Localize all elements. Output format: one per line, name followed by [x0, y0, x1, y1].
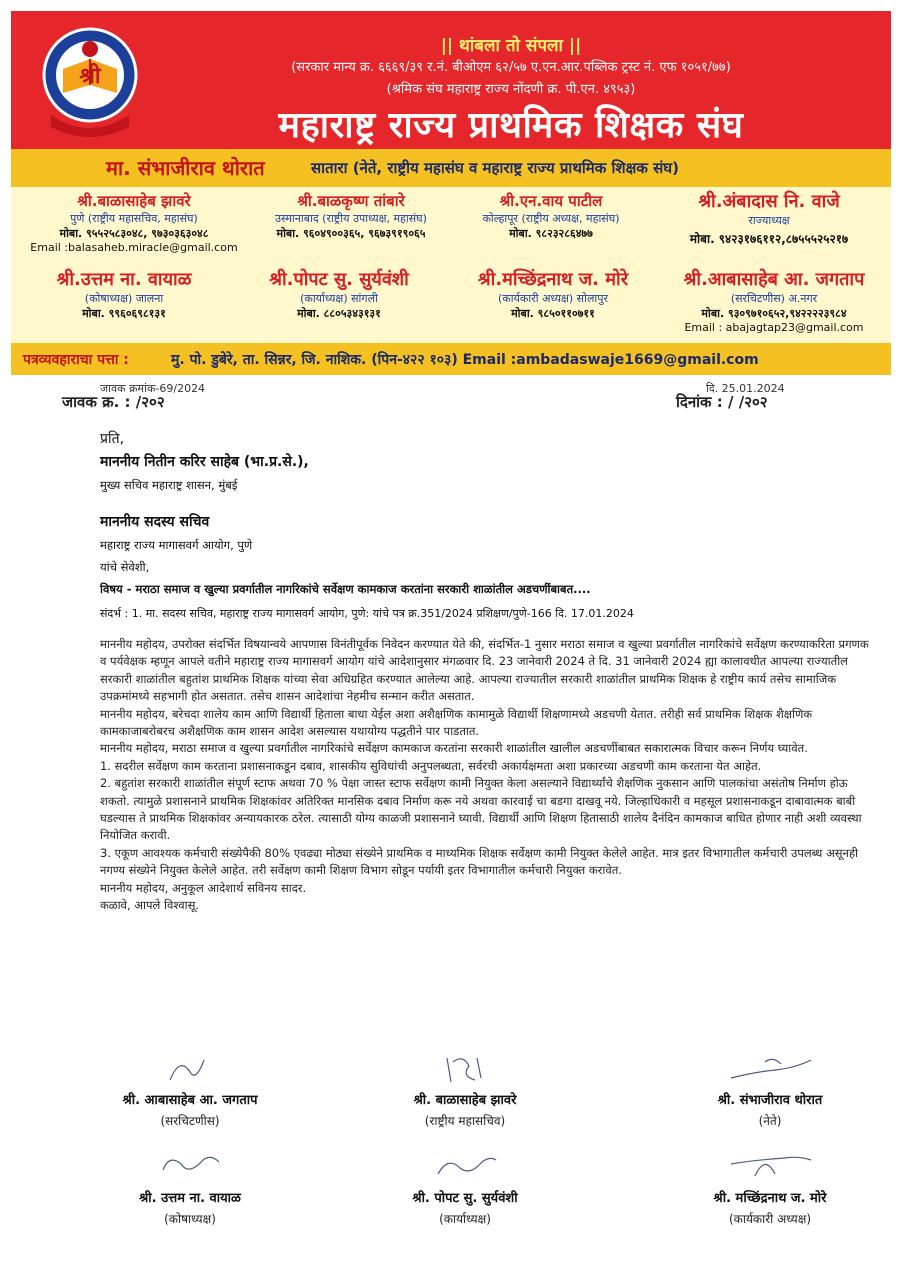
official-designation: कोल्हापूर (राष्ट्रीय अध्यक्ष, महासंघ)	[482, 212, 620, 225]
official-name: श्री.आबासाहेब आ. जगताप	[683, 269, 865, 290]
official-name: श्री.एन.वाय पाटील	[499, 192, 603, 210]
letterhead	[11, 11, 891, 375]
official-name: श्री.मच्छिंद्रनाथ ज. मोरे	[477, 269, 629, 290]
president-band	[11, 149, 891, 187]
official-name: श्री.उत्तम ना. वायाळ	[56, 269, 192, 290]
official-card	[661, 267, 887, 334]
body-paragraph: माननीय महोदय, उपरोक्त संदर्भित विषयान्वये आपणास विनंतीपूर्वक निवेदन करण्यात येते की, संदर्भित-1 नुसार मराठा समाज व खुल्या प्रवर्गातील नागरिकांचे सर्वेक्षण करण्याकरिता प्रगणक व पर्यवेक्षक म्हणून आपले वतीने महाराष्ट्र राज्य मागासवर्ग आयोग यांचे आदेशानुसार मंगळवार दि. 23 जानेवारी 2024 ते दि. 31 जानेवारी 2024 ह्या कालावधीत आपल्या राज्यातील सरकारी शाळांतील बहुतांश प्राथमिक शिक्षक यांच्या सेवा अधिग्रहित करण्यात आलेल्या आहे. आपल्या राज्यातील सरकारी शाळांतील प्राथमिक शिक्षक हे राष्ट्रीय कार्य तसेच सामाजिक उपक्रमांमध्ये सहभागी होत असतात. तसेच शासन आदेशांचा नेहमीच सन्मान करीत असतात.	[100, 637, 869, 704]
signatory-designation: (कोषाध्यक्ष)	[164, 1212, 216, 1226]
subject-line: विषय - मराठा समाज व खुल्या प्रवर्गातील नागरिकांचे सर्वेक्षण कामकाज करतांना सरकारी शाळांतील अडचणींबाबत....	[100, 582, 591, 596]
svg-text:श्री: श्री	[79, 64, 101, 89]
body-paragraph: माननीय महोदय, अनुकूल आदेशार्थ सविनय सादर.	[100, 880, 307, 895]
official-designation: (कोषाध्यक्ष) जालना	[84, 292, 164, 305]
official-card	[19, 267, 229, 321]
official-name: श्री.अंबादास नि. वाजे	[698, 191, 840, 212]
official-phone: मोबा. ८८०५३४३१३१	[297, 307, 381, 320]
recipient-1-name: माननीय नितीन करिर साहेब (भा.प्र.से.),	[100, 454, 309, 470]
address-text: मु. पो. डुबेरे, ता. सिन्नर, जि. नाशिक. (पिन-४२२ १०३) Email :ambadaswaje1669@gmail.com	[171, 352, 759, 368]
body-paragraph: कळावे, आपले विश्वासू.	[100, 898, 200, 913]
official-email[interactable]: Email :balasaheb.miracle@gmail.com	[30, 241, 238, 254]
official-phone: मोबा. ९६०४९००३६५, ९६७३९१९०६५	[276, 227, 426, 240]
signatory-name: श्री. पोपट सु. सुर्यवंशी	[412, 1191, 518, 1206]
body-paragraph: माननीय महोदय, बरेचदा शालेय काम आणि विद्यार्थी हिताला बाधा येईल अशा अशैक्षणिक कामामुळे विद्यार्थी शिक्षणामध्ये अडचणी येतात. तरीही सर्व प्राथमिक शिक्षक शैक्षणिक कामकाजाबरोबरच अशैक्षणिक काम शासन आदेश असल्यास यथायोग्य पद्धतीने पार पाडतात.	[100, 706, 813, 739]
body-paragraph: 1. सदरील सर्वेक्षण काम करताना प्रशासनाकडून दबाव, शासकीय सुविधांची अनुपलब्धता, सर्वरची अकार्यक्षमता अशा प्रकारच्या अडचणी काम करताना येत आहेत.	[100, 758, 762, 773]
signature-block	[70, 1150, 310, 1227]
address-band	[11, 343, 891, 375]
official-email[interactable]: Email : abajagtap23@gmail.com	[684, 321, 864, 334]
recipient-2-office: महाराष्ट्र राज्य मागासवर्ग आयोग, पुणे	[100, 538, 253, 552]
sevesi-line: यांचे सेवेशी,	[100, 560, 150, 574]
signatory-designation: (कार्यकारी अध्यक्ष)	[728, 1212, 812, 1226]
official-designation: पुणे (राष्ट्रीय महासचिव, महासंघ)	[70, 212, 198, 225]
date-handwritten: दि. 25.01.2024	[706, 382, 785, 395]
motto: || थांबला तो संपला ||	[440, 36, 582, 56]
official-designation: (कार्यकारी अध्यक्ष) सोलापुर	[497, 292, 609, 305]
official-card	[447, 267, 659, 321]
organization-name: महाराष्ट्र राज्य प्राथमिक शिक्षक संघ	[278, 105, 744, 146]
prati-label: प्रति,	[100, 431, 125, 447]
signature-block	[650, 1150, 890, 1227]
signatory-name: श्री. आबासाहेब आ. जगताप	[122, 1093, 258, 1108]
official-phone: मोबा. ९८२३२८६४७७	[509, 227, 593, 240]
official-phone: मोबा. ९८५०११०७११	[511, 307, 595, 320]
official-phone: मोबा. ९३०९७१०६५२,९४२२२२३९८४	[701, 307, 847, 320]
date-field: दिनांक : / /२०२	[676, 393, 768, 411]
body-paragraph: माननीय महोदय, मराठा समाज व खुल्या प्रवर्गातील नागरिकांचे सर्वेक्षण कामकाज करतांना सरकारी शाळांतील खालील अडचणींबाबत सकारात्मक विचार करून निर्णय घ्यावेत.	[100, 741, 808, 756]
official-name: श्री.पोपट सु. सुर्यवंशी	[269, 269, 409, 290]
president-description: सातारा (नेते, राष्ट्रीय महासंघ व महाराष्ट्र राज्य प्राथमिक शिक्षक संघ)	[311, 159, 679, 177]
signature-block	[345, 1052, 585, 1129]
signature-mark	[430, 1150, 500, 1184]
official-designation: (कार्याध्यक्ष) सांगली	[300, 292, 378, 305]
official-designation: राज्याध्यक्ष	[748, 214, 790, 227]
official-card	[651, 189, 887, 247]
official-phone: मोबा. ९५५२५८३०४८, ९७३०३६३०४८	[59, 227, 209, 240]
official-card	[19, 191, 249, 254]
official-card	[251, 191, 451, 241]
jawak-handwritten: जावक क्रमांक-69/2024	[100, 382, 206, 395]
body-paragraph: 2. बहुतांश सरकारी शाळांतील संपूर्ण स्टाफ अथवा 70 % पेक्षा जास्त स्टाफ सर्वेक्षण कामी नियुक्त केला असल्याने विद्यार्थ्यांचे शैक्षणिक नुकसान आणि पालकांचा असंतोष निर्माण होऊ शकतो. त्यामुळे प्रशासनाने प्राथमिक शिक्षकांवर अतिरिक्त मानसिक दबाव निर्माण करू नये अथवा कारवाई चा बडगा दाखवू नये. जिल्हाधिकारी व महसूल प्रशासनाकडून दाबावात्मक बाबी घडल्यास ते प्राथमिक शिक्षकांवर अन्यायकारक ठरेल. त्यासाठी योग्य काळजी प्रशासनाने घ्यावी. विद्यार्थी आणि शिक्षण हितासाठी शालेय दैनंदिन कामकाज बाधित होणार नाही अशी व्यवस्था नियोजित करावी.	[100, 776, 862, 843]
signature-mark	[725, 1052, 815, 1086]
signatory-designation: (कार्याध्यक्ष)	[439, 1212, 491, 1226]
signature-mark	[725, 1150, 815, 1184]
signature-mark	[160, 1052, 220, 1086]
official-card	[461, 191, 641, 241]
signatory-name: श्री. बाळासाहेब झावरे	[413, 1093, 517, 1108]
body-paragraph: 3. एकूण आवश्यक कर्मचारी संख्येपैकी 80% एवढ्या मोठ्या संख्येने प्राथमिक व माध्यमिक शिक्षक सर्वेक्षण कामी नियुक्त केलेले आहेत. मात्र इतर विभागातील कर्मचारी उपलब्ध असूनही नगण्य संख्येने नियुक्त केलेले आहेत. तरी सर्वेक्षण कामी शिक्षण विभाग सोडून पर्यायी इतर विभागातील कर्मचारी नियुक्त करावेत.	[100, 845, 859, 878]
signatory-designation: (राष्ट्रीय महासचिव)	[424, 1114, 506, 1128]
official-designation: उस्मानाबाद (राष्ट्रीय उपाध्यक्ष, महासंघ)	[275, 212, 427, 225]
official-name: श्री.बाळकृष्ण तांबारे	[297, 192, 405, 210]
president-name: मा. संभाजीराव थोरात	[106, 156, 265, 180]
registration-line-2: (श्रमिक संघ महाराष्ट्र राज्य नोंदणी क्र. पी.एन. ४९५३)	[386, 82, 636, 97]
official-name: श्री.बाळासाहेब झावरे	[77, 192, 191, 210]
organization-logo	[41, 23, 139, 141]
official-designation: (सरचिटणीस) अ.नगर	[730, 292, 818, 305]
reference-line: संदर्भ : 1. मा. सदस्य सचिव, महाराष्ट्र राज्य मागासवर्ग आयोग, पुणे: यांचे पत्र क्र.351/2024 प्रशिक्षण/पुणे-166 दि. 17.01.2024	[100, 607, 634, 620]
official-phone: मोबा. ९९६०६९८१३१	[82, 307, 166, 320]
recipient-2-name: माननीय सदस्य सचिव	[100, 514, 210, 530]
jawak-number-field: जावक क्र. : /२०२	[62, 393, 165, 411]
signature-mark	[155, 1150, 225, 1184]
signature-block	[70, 1052, 310, 1129]
letterhead-red-band	[11, 11, 891, 149]
signatory-name: श्री. उत्तम ना. वायाळ	[139, 1191, 241, 1206]
recipient-1-office: मुख्य सचिव महाराष्ट्र शासन, मुंबई	[100, 478, 238, 492]
signatory-designation: (नेते)	[758, 1114, 782, 1128]
letter-body	[100, 636, 870, 915]
signature-block	[650, 1052, 890, 1129]
signatory-name: श्री. संभाजीराव थोरात	[717, 1093, 823, 1108]
signatory-name: श्री. मच्छिंद्रनाथ ज. मोरे	[713, 1191, 827, 1206]
official-phone: मोबा. ९४२३१७६११२,८७५५५२५२१७	[689, 232, 849, 246]
address-label: पत्रव्यवहाराचा पत्ता :	[23, 352, 129, 368]
registration-line-1: (सरकार मान्य क्र. ६६६९/३९ र.नं. बीओएम ६२/५७ ए.एन.आर.पब्लिक ट्रस्ट नं. एफ १०५१/७७)	[291, 60, 731, 75]
official-card	[233, 267, 445, 321]
officials-panel	[11, 187, 891, 343]
signature-mark	[435, 1052, 495, 1086]
signatory-designation: (सरचिटणीस)	[160, 1114, 220, 1128]
signature-block	[345, 1150, 585, 1227]
